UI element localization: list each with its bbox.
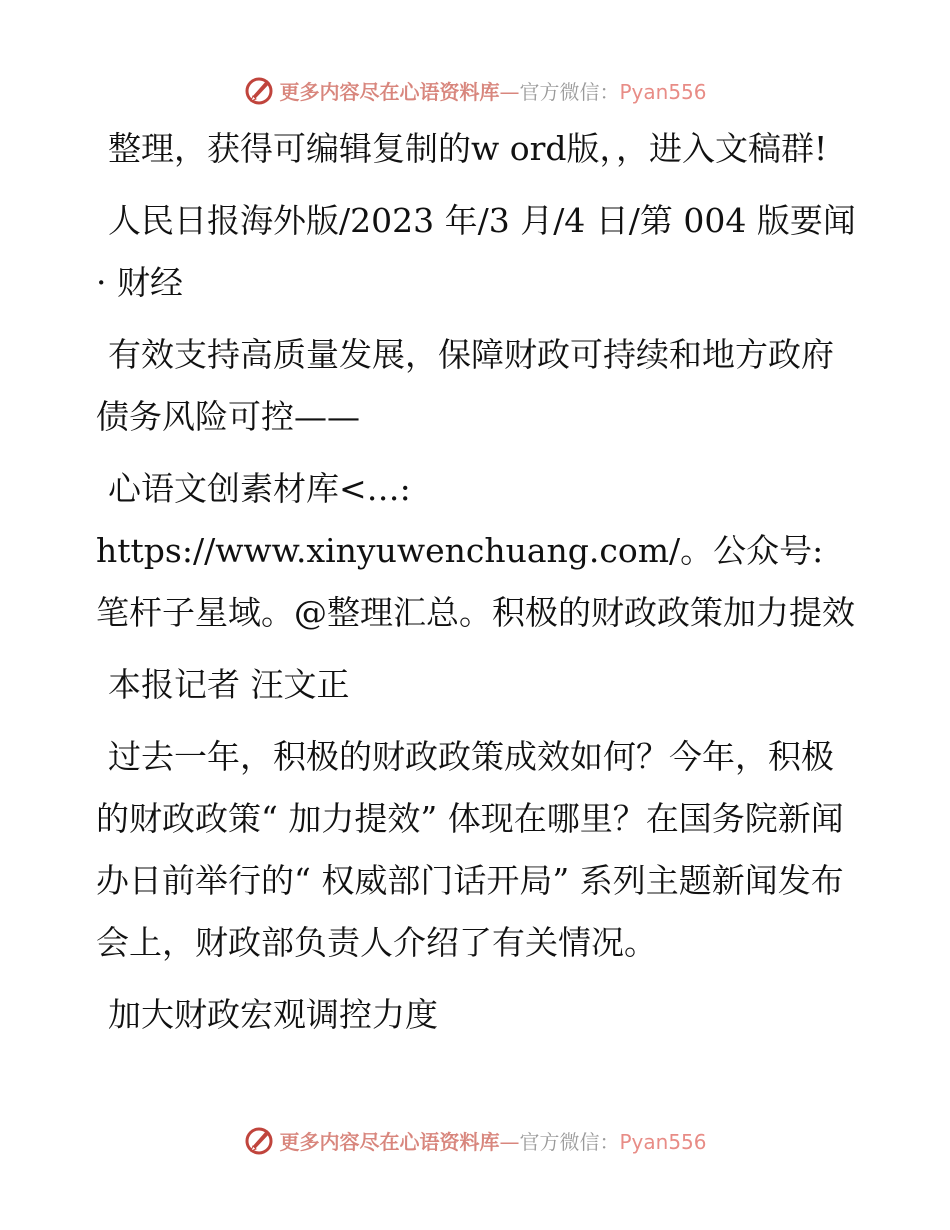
footer-banner bbox=[0, 1120, 950, 1160]
paragraph-subhead: 加大财政宏观调控力度 bbox=[108, 995, 438, 1034]
paragraph-note: 心语文创素材库<…: https://www.xinyuwenchuang.com/。公众号: 笔杆子星域。@整理汇总。积极的财政政策加力提效 bbox=[96, 469, 855, 632]
footer-brand: 更多内容尽在心语资料库 bbox=[279, 1129, 500, 1154]
quill-circle-logo-icon bbox=[243, 1124, 275, 1156]
paragraph-byline: 本报记者 汪文正 bbox=[108, 665, 350, 704]
header-dash: — bbox=[499, 79, 520, 104]
header-brand: 更多内容尽在心语资料库 bbox=[279, 79, 500, 104]
paragraph-headline: 有效支持高质量发展，保障财政可持续和地方政府债务风险可控—— bbox=[96, 335, 834, 436]
footer-text bbox=[279, 1126, 706, 1155]
footer-dash: — bbox=[499, 1129, 520, 1154]
header-wechat-label: 官方微信： bbox=[519, 79, 620, 104]
footer-wechat-label: 官方微信： bbox=[519, 1129, 620, 1154]
footer-wechat-id: Pyan556 bbox=[619, 1129, 707, 1154]
document-body bbox=[96, 118, 856, 1056]
quill-circle-logo-icon bbox=[243, 74, 275, 106]
header-wechat-id: Pyan556 bbox=[619, 79, 707, 104]
paragraph-lead: 过去一年，积极的财政政策成效如何？今年，积极的财政政策“ 加力提效” 体现在哪里？在国务院新闻办日前举行的“ 权威部门话开局” 系列主题新闻发布会上，财政部负责人介绍了有关情况。 bbox=[96, 737, 844, 962]
header-text bbox=[279, 76, 706, 105]
header-banner bbox=[0, 70, 950, 110]
paragraph-intro: 整理，获得可编辑复制的w ord版，，进入文稿群! bbox=[108, 129, 828, 168]
paragraph-source: 人民日报海外版/2023 年/3 月/4 日/第 004 版要闻· 财经 bbox=[96, 201, 856, 302]
